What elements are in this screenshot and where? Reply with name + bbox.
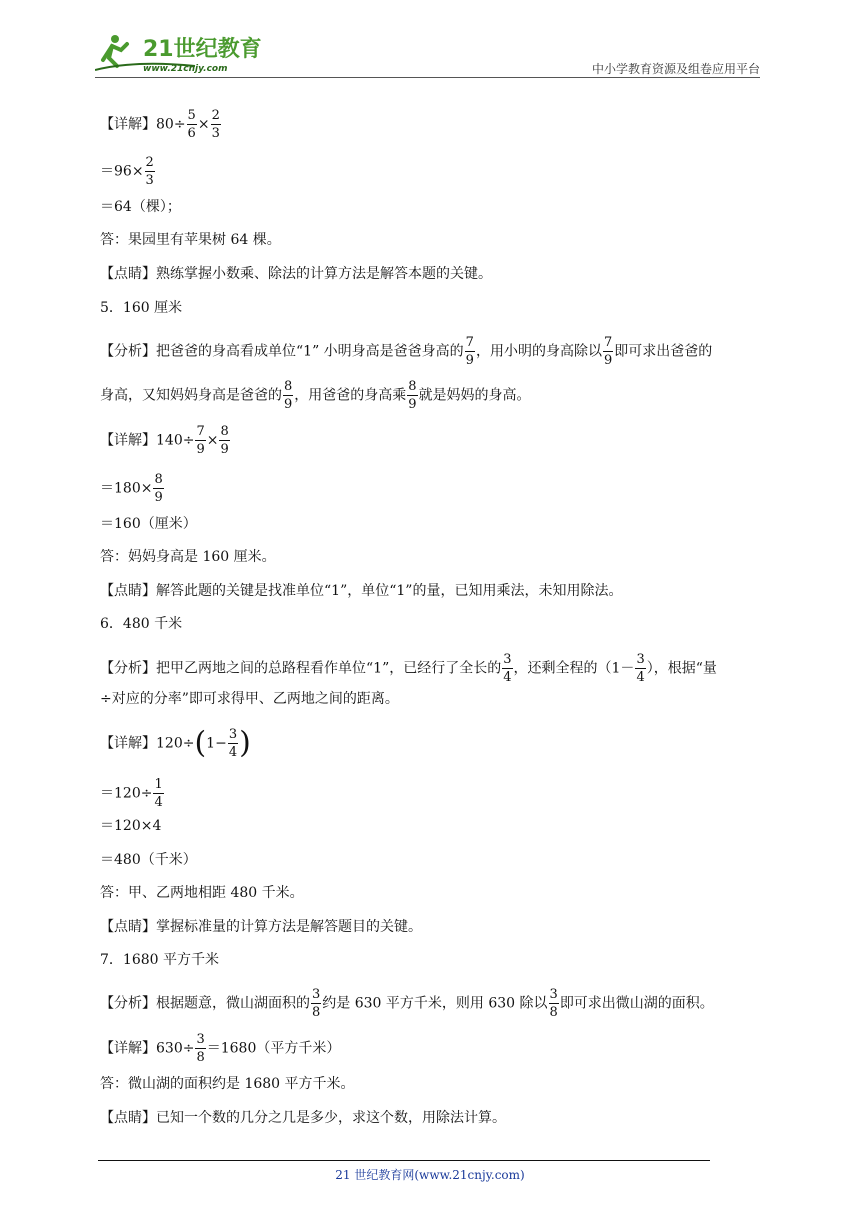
fraction: $\frac{8}{9}$ [154, 472, 163, 505]
fraction: $\frac{7}{9}$ [603, 335, 613, 368]
analysis-line-16: ÷对应的分率”即可求得甲、乙两地之间的距离。 [100, 691, 399, 707]
calc-line-19: ＝120×4 [100, 818, 162, 834]
fraction: $\frac{3}{4}$ [503, 652, 512, 685]
header-divider [95, 77, 760, 78]
analysis-line-15: 【分析】把甲乙两地之间的总路程看作单位“1”，已经行了全长的 $\frac{3}{4}$ ，还剩全程的（1－ $\frac{3}{4}$ ），根据“量 [100, 652, 717, 685]
fraction: $\frac{3}{8}$ [549, 987, 558, 1020]
calc-line-2: ＝96× $\frac{2}{3}$ [100, 155, 154, 188]
calc-line-20: ＝480（千米） [100, 852, 197, 868]
logo-text: 21世纪教育 [143, 37, 262, 62]
question-heading-7: 7．1680 平方千米 [100, 952, 219, 968]
calc-line-18: ＝120÷ $\frac{1}{4}$ [100, 777, 163, 810]
logo [95, 30, 265, 76]
comment-line-27: 【点睛】已知一个数的几分之几是多少，求这个数，用除法计算。 [100, 1110, 506, 1126]
right-paren: ) [239, 725, 251, 761]
fraction: $\frac{3}{8}$ [196, 1032, 205, 1065]
fraction: $\frac{2}{3}$ [211, 108, 220, 141]
detail-line-1: 【详解】80÷ $\frac{5}{6}$ × $\frac{2}{3}$ [100, 108, 220, 141]
answer-line-21: 答：甲、乙两地相距 480 千米。 [100, 885, 304, 901]
left-paren: ( [194, 725, 207, 761]
detail-line-17: 【详解】120÷(1− $\frac{3}{4}$ ) [100, 725, 251, 761]
fraction: $\frac{3}{4}$ [228, 727, 238, 760]
fraction: $\frac{1}{4}$ [154, 777, 163, 810]
comment-line-5: 【点睛】熟练掌握小数乘、除法的计算方法是解答本题的关键。 [100, 266, 492, 282]
question-heading-5: 5．160 厘米 [100, 300, 183, 316]
fraction: $\frac{5}{6}$ [187, 108, 196, 141]
calc-line-3: ＝64（棵）； [100, 199, 181, 215]
footer-divider [98, 1160, 710, 1161]
fraction: $\frac{3}{8}$ [312, 987, 321, 1020]
calc-line-11: ＝160（厘米） [100, 516, 197, 532]
analysis-line-8: 身高，又知妈妈身高是爸爸的 $\frac{8}{9}$ ，用爸爸的身高乘 $\frac{8}{9}$ 就是妈妈的身高。 [100, 379, 531, 412]
logo-url: www.21cnjy.com [143, 64, 228, 74]
fraction: $\frac{8}{9}$ [408, 379, 417, 412]
detail-line-9: 【详解】140÷ $\frac{7}{9}$ × $\frac{8}{9}$ [100, 424, 229, 457]
question-heading-6: 6．480 千米 [100, 616, 183, 632]
footer-link[interactable]: 21 世纪教育网(www.21cnjy.com) [335, 1168, 525, 1182]
page-header [95, 30, 760, 78]
calc-line-10: ＝180× $\frac{8}{9}$ [100, 472, 163, 505]
fraction: $\frac{8}{9}$ [220, 424, 229, 457]
header-platform-label: 中小学教育资源及组卷应用平台 [591, 62, 760, 76]
fraction: $\frac{7}{9}$ [465, 335, 474, 368]
analysis-line-7: 【分析】把爸爸的身高看成单位“1” 小明身高是爸爸身高的 $\frac{7}{9}$ ，用小明的身高除以 $\frac{7}{9}$ 即可求出爸爸的 [100, 335, 713, 368]
fraction: $\frac{8}{9}$ [284, 379, 293, 412]
fraction: $\frac{3}{4}$ [636, 652, 645, 685]
analysis-line-24: 【分析】根据题意，微山湖面积的 $\frac{3}{8}$ 约是 630 平方千米，则用 630 除以 $\frac{3}{8}$ 即可求出微山湖的面积。 [100, 987, 714, 1020]
fraction: $\frac{7}{9}$ [196, 424, 205, 457]
comment-line-13: 【点睛】解答此题的关键是找准单位“1”，单位“1”的量，已知用乘法，未知用除法。 [100, 583, 623, 599]
detail-line-25: 【详解】630÷ $\frac{3}{8}$ ＝1680（平方千米） [100, 1032, 341, 1065]
fraction: $\frac{2}{3}$ [145, 155, 154, 188]
answer-line-26: 答：微山湖的面积约是 1680 平方千米。 [100, 1076, 355, 1092]
answer-line-12: 答：妈妈身高是 160 厘米。 [100, 549, 276, 565]
answer-line-4: 答：果园里有苹果树 64 棵。 [100, 232, 281, 248]
comment-line-22: 【点睛】掌握标准量的计算方法是解答题目的关键。 [100, 919, 422, 935]
